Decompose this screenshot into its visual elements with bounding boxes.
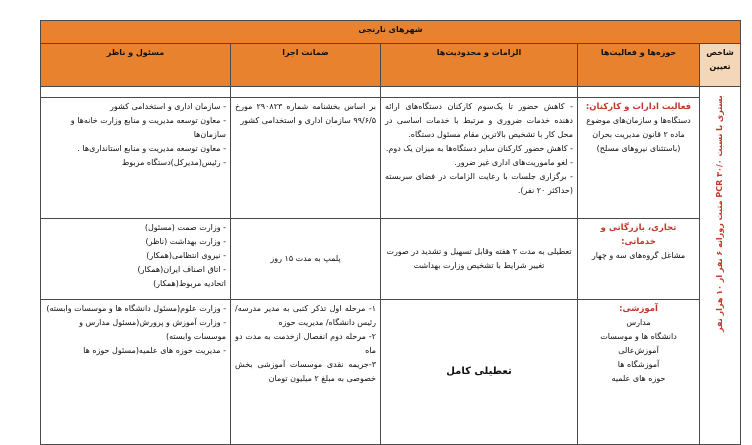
responsible-line: - مدیریت حوزه های علمیه(مسئول حوزه ها xyxy=(83,346,226,355)
area-cell xyxy=(578,98,700,219)
guarantee-cell: بر اساس بخشنامه شماره ۲۹۰۸۲۳ مورخ ۹۹/۶/۵ سازمان اداری و استخدامی کشور xyxy=(231,98,381,219)
responsible-line: - وزارت آموزش و پرورش(مسئول مدارس و موسسات وابسته) xyxy=(79,318,226,341)
responsible-cell xyxy=(41,219,231,300)
table-row xyxy=(41,300,741,445)
requirement-line: - برگزاری جلسات با رعایت الزامات در فضای سربسته (حداکثر ۲۰ نفر). xyxy=(385,172,573,195)
header-shakhes: شاخص تعیین xyxy=(700,44,741,87)
guarantee-cell: ۱- مرحله اول تذکر کتبی به مدیر مدرسه/ رئیس دانشگاه/ مدیریت حوزه ۲- مرحله دوم انفصال ازخدمت به مدت دو ماه ۳-جریمه نقدی موسسات آموزشی بخش خصوصی به مبلغ ۲ میلیون تومان xyxy=(231,300,381,445)
area-body: مشاغل گروه‌های سه و چهار xyxy=(591,251,686,260)
responsible-line: اتحادیه مربوط(همکار) xyxy=(153,279,226,288)
area-title: تجاری، بازرگانی و خدماتی: xyxy=(600,223,677,247)
area-body: مدارس دانشگاه ها و موسسات آموزش‌عالی آموزشگاه ها حوزه های علمیه xyxy=(600,318,677,383)
header-requirements: الزامات و محدودیت‌ها xyxy=(381,44,578,87)
responsible-line: - نیروی انتظامی(همکار) xyxy=(146,251,226,260)
responsible-line: - معاون توسعه مدیریت و منابع استانداری‌ها . xyxy=(77,144,226,153)
requirement-line: - کاهش حضور تا یک‌سوم کارکنان دستگاه‌های ارائه دهنده خدمات ضروری و مرتبط با خدمات اساسی در محل کار با تشخیص بالاترین مقام مسئول دستگاه. xyxy=(385,102,573,139)
shakhes-cell xyxy=(700,87,741,445)
header-guarantee: ضمانت اجرا xyxy=(231,44,381,87)
requirement-line: - کاهش حضور کارکنان سایر دستگاه‌ها به میزان یک دوم. xyxy=(385,144,573,153)
guarantee-cell: پلمپ به مدت ۱۵ روز xyxy=(231,219,381,300)
table-row xyxy=(41,219,741,300)
area-cell xyxy=(578,300,700,445)
responsible-cell xyxy=(41,98,231,219)
responsible-line: - وزارت علوم(مسئول دانشگاه ها و موسسات وابسته) xyxy=(46,304,226,313)
area-body: دستگاه‌ها و سازمان‌های موضوع ماده ۲ قانون مدیریت بحران (باستثنای نیروهای مسلح) xyxy=(586,116,691,153)
orange-cities-table xyxy=(40,20,741,445)
shakhes-vertical-text: بستری با نسبت ۳۰/۰ PCR مثبت روزانه ۶ نفر از ۱۰ هزار نفر xyxy=(715,95,724,333)
requirement-line: تعطیلی به مدت ۲ هفته وقابل تسهیل و تشدید در صورت تغییر شرایط با تشخیص وزارت بهداشت xyxy=(386,247,572,270)
requirement-line: تعطیلی کامل xyxy=(446,366,512,377)
responsible-line: - معاون توسعه مدیریت و منابع وزارت خانه‌ها و سازمان‌ها xyxy=(70,116,226,139)
responsible-line: - وزارت صمت (مسئول) xyxy=(144,223,226,232)
requirements-cell xyxy=(381,219,578,300)
requirements-cell xyxy=(381,98,578,219)
area-title: آموزشی: xyxy=(619,304,658,314)
table-row xyxy=(41,98,741,219)
responsible-line: - سازمان اداری و استخدامی کشور xyxy=(109,102,226,111)
responsible-line: - اتاق اصناف ایران(همکار) xyxy=(137,265,226,274)
area-cell xyxy=(578,219,700,300)
requirement-line: - لغو ماموریت‌های اداری غیر ضرور. xyxy=(454,158,573,167)
area-title: فعالیت ادارات و کارکنان: xyxy=(585,102,692,112)
responsible-cell xyxy=(41,300,231,445)
requirements-cell xyxy=(381,300,578,445)
responsible-line: - رئیس(مدیرکل)دستگاه مربوط xyxy=(121,158,226,167)
header-areas: حوزه‌ها و فعالیت‌ها xyxy=(578,44,700,87)
responsible-line: - وزارت بهداشت (ناظر) xyxy=(145,237,226,246)
table-title: شهرهای نارنجی xyxy=(41,21,741,44)
header-responsible: مسئول و ناظر xyxy=(41,44,231,87)
